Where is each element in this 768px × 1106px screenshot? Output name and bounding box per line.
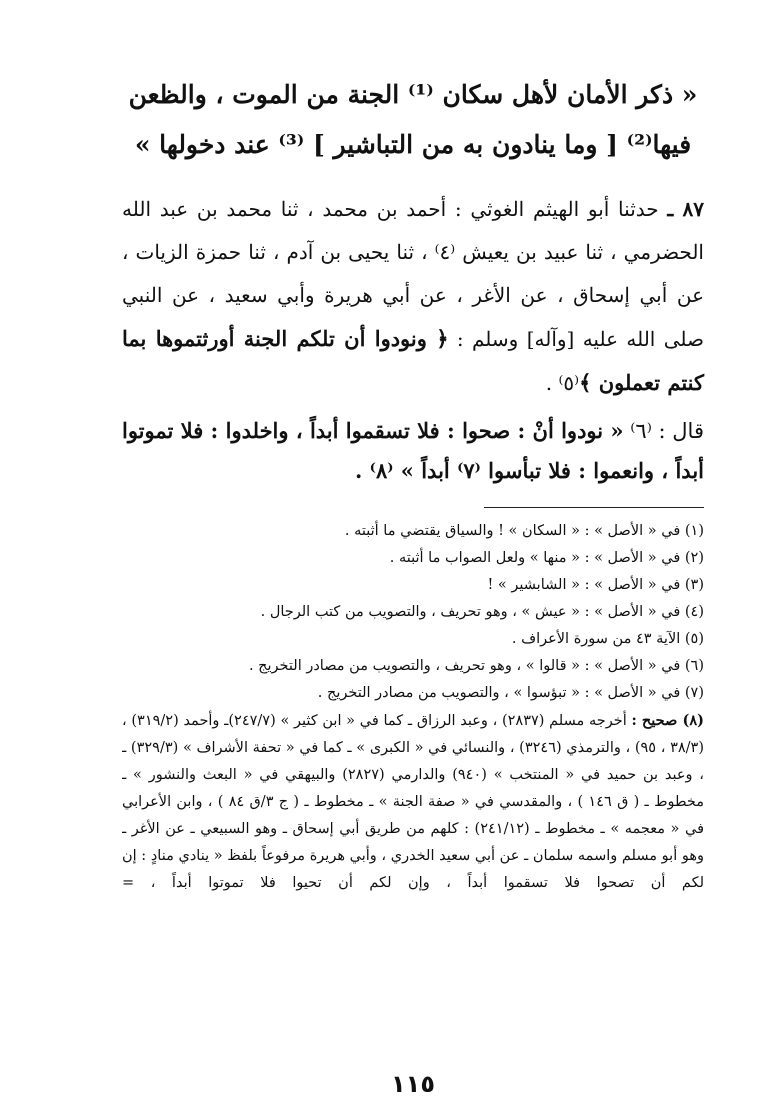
footnote-8: [122, 707, 704, 897]
footnote-1: (١) في « الأصل » : « السكان » ! والسياق يقتضي ما أثبته .: [344, 523, 704, 539]
footnote-8-head: (٨) صحيح :: [631, 712, 704, 729]
hadith-paragraph: [122, 188, 704, 405]
page-number: ١١٥: [391, 1070, 435, 1098]
footnote-8-text: أخرجه مسلم (٢٨٣٧) ، وعبد الرزاق ـ كما في « ابن كثير » (٢٤٧/٧)ـ وأحمد (٣١٩/٢) ، (٣٨/٣ ، ٩٥) ، والترمذي (٣٢٤٦) ، والنسائي في « الكبرى » ـ كما في « تحفة الأشراف » (٣٢٩/٣) ـ ، وعبد بن حميد في « المنتخب » (٩٤٠) والدارمي (٢٨٢٧) والبيهقي في « البعث والنشور » ـ مخطوط ـ ( ق ١٤٦ ) ، والمقدسي في « صفة الجنة » ـ مخطوط ـ ( ج ٣/ق ٨٤ ) ، وابن الأعرابي في « معجمه » ـ مخطوط ـ (٢٤١/١٢) : كلهم من طريق أبي إسحاق ـ وهو السبيعي ـ عن الأغر ـ وهو أبو مسلم واسمه سلمان ـ عن أبي سعيد الخدري ، وأبي هريرة مرفوعاً بلفظ « ينادي منادٍ : إن لكم أن تصحوا فلا تسقموا أبداً ، وإن لكم أن تحيوا فلا تموتوا أبداً ، =: [122, 713, 704, 891]
chapter-title-line-2: فيها⁽²⁾ [ وما ينادون به من التباشير ] ⁽³⁾ عند دخولها »: [134, 130, 692, 159]
quran-quote-footnote-ref: ⁽٥⁾ .: [545, 371, 580, 395]
hadith-number: ٨٧ ـ: [667, 197, 705, 221]
quran-quote: ﴿ ونودوا أن تلكم الجنة أورثتموها بما كنتم تعملون ﴾: [122, 326, 704, 395]
footnote-7: (٧) في « الأصل » : « تبؤسوا » ، والتصويب من مصادر التخريج .: [317, 685, 704, 701]
footnotes: [122, 518, 704, 897]
hadith-text: « نودوا أنْ : صحوا : فلا تسقموا أبداً ، واخلدوا : فلا تموتوا أبداً ، وانعموا : فلا تبأسوا ⁽٧⁾ أبداً » ⁽٨⁾ .: [122, 418, 704, 483]
footnote-5: (٥) الآية ٤٣ من سورة الأعراف .: [511, 631, 704, 647]
chapter-title-line-1: « ذكر الأمان لأهل سكان ⁽¹⁾ الجنة من الموت ، والظعن: [128, 80, 698, 109]
hadith-narration: حدثنا أبو الهيثم الغوثي : أحمد بن محمد ، ثنا محمد بن عبد الله الحضرمي ، ثنا عبيد بن يعيش ⁽٤⁾ ، ثنا يحيى بن آدم ، ثنا حمزة الزيات ، عن أبي إسحاق ، عن الأغر ، عن أبي هريرة وأبي سعيد ، عن النبي صلى الله عليه [وآله] وسلم :: [122, 197, 704, 351]
footnote-6: (٦) في « الأصل » : « قالوا » ، وهو تحريف ، والتصويب من مصادر التخريج .: [248, 658, 704, 674]
book-page: [122, 70, 705, 1098]
footnote-4: (٤) في « الأصل » : « عيش » ، وهو تحريف ، والتصويب من كتب الرجال .: [260, 604, 704, 620]
hadith-text-intro: قال : ⁽٦⁾: [630, 419, 704, 443]
hadith-text-paragraph: [122, 411, 704, 491]
footnote-2: (٢) في « الأصل » : « منها » ولعل الصواب ما أثبته .: [389, 550, 704, 566]
hadith-body: [122, 188, 704, 491]
footnote-3: (٣) في « الأصل » : « الشابشير » !: [487, 577, 704, 593]
footnote-divider: [484, 507, 704, 508]
chapter-title: [122, 70, 704, 170]
